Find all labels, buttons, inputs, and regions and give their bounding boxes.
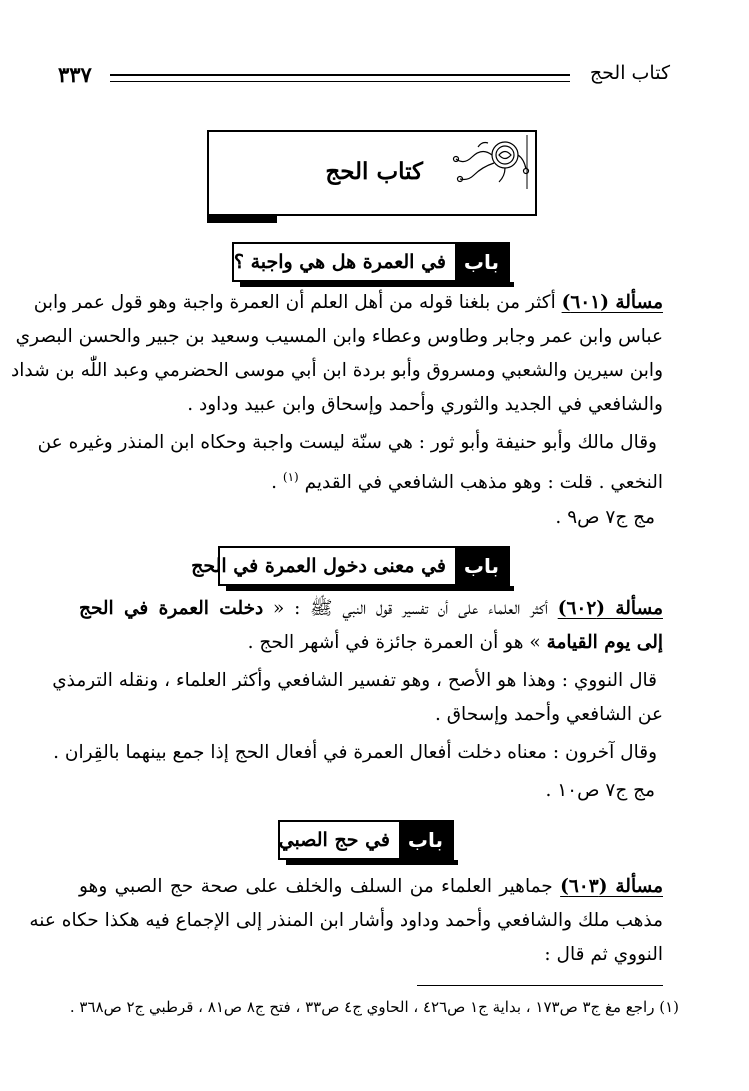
masala-number: مسألة (٦٠٢)	[557, 598, 663, 619]
book-title: كتاب الحج	[325, 158, 423, 185]
text-run: أكثر العلماء على أن تفسير قول النبي ﷺ : «	[273, 598, 548, 619]
paragraph-line	[79, 594, 663, 624]
section-title: في معنى دخول العمرة في الحج	[191, 555, 446, 577]
paragraph-line: عباس وابن عمر وجابر وطاوس وعطاء وابن المسيب وسعيد بن جبير والحسن البصري	[15, 326, 663, 347]
section-header-umrah-obligation	[232, 242, 510, 282]
footnote-rule	[417, 985, 663, 986]
reference-line: مج ج٧ ص٩ .	[555, 507, 655, 528]
bab-label: باب	[455, 244, 508, 280]
section-header-child-hajj	[278, 820, 454, 860]
running-header-book-title: كتاب الحج	[589, 62, 670, 84]
running-header	[58, 62, 670, 92]
paragraph-line: وقال آخرون : معناه دخلت أفعال العمرة في أفعال الحج إذا جمع بينهما بالقِران .	[53, 742, 657, 763]
bab-label: باب	[399, 822, 452, 858]
bab-label: باب	[455, 548, 508, 584]
text-run: » هو أن العمرة جائزة في أشهر الحج .	[247, 632, 541, 653]
masala-number: مسألة (٦٠١)	[561, 292, 663, 313]
paragraph-line: وقال مالك وأبو حنيفة وأبو ثور : هي سنّة ليست واجبة وحكاه ابن المنذر وغيره عن	[37, 432, 657, 453]
paragraph-line: عن الشافعي وأحمد وإسحاق .	[434, 704, 663, 725]
reference-line: مج ج٧ ص١٠ .	[545, 780, 655, 801]
header-shadow	[286, 860, 458, 865]
paragraph-line: النووي ثم قال :	[544, 944, 663, 965]
text-run: .	[271, 472, 283, 494]
footnote-marker: (١)	[282, 470, 299, 484]
paragraph-line	[79, 872, 663, 902]
section-title: في العمرة هل هي واجبة ؟	[233, 251, 446, 273]
section-title: في حج الصبي	[278, 829, 390, 851]
book-title-frame	[207, 130, 537, 216]
footnote: (١) راجع مغ ج٣ ص١٧٣ ، بداية ج١ ص٤٢٦ ، الحاوي ج٤ ص٣٣ ، فتح ج٨ ص٨١ ، قرطبي ج٢ ص٣٦٨ .	[69, 998, 679, 1016]
page-number: ٣٣٧	[58, 62, 92, 87]
section-header-umrah-in-hajj	[191, 546, 510, 586]
paragraph-line	[271, 462, 663, 498]
paragraph-line: وابن سيرين والشعبي ومسروق وأبو بردة ابن أبي موسى الحضرمي وعبد اللّٰه بن شداد	[11, 360, 663, 381]
text-run: جماهير العلماء من السلف والخلف على صحة حج الصبي وهو	[79, 876, 553, 897]
header-shadow	[240, 282, 514, 287]
hadith-text: دخلت العمرة في الحج	[79, 598, 264, 619]
text-run: النخعي . قلت : وهو مذهب الشافعي في القديم	[304, 472, 663, 494]
header-rule	[110, 74, 570, 82]
masala-number: مسألة (٦٠٣)	[560, 876, 663, 897]
frame-shadow	[207, 216, 277, 223]
text-run: أكثر من بلغنا قوله من أهل العلم أن العمرة واجبة وهو قول عمر وابن	[33, 292, 556, 313]
paragraph-line: قال النووي : وهذا هو الأصح ، وهو تفسير الشافعي وأكثر العلماء ، ونقله الترمذي	[52, 670, 657, 691]
paragraph-line: مذهب ملك والشافعي وأحمد وداود وأشار ابن المنذر إلى الإجماع فيه هكذا حكاه عنه	[29, 910, 663, 931]
paragraph-line: والشافعي في الجديد والثوري وأحمد وإسحاق وابن عبيد وداود .	[187, 394, 663, 415]
header-shadow	[226, 586, 514, 591]
hadith-text: إلى يوم القيامة	[546, 632, 663, 653]
paragraph-line	[248, 628, 663, 658]
floral-ornament-icon	[443, 135, 531, 189]
paragraph-line	[33, 288, 663, 318]
